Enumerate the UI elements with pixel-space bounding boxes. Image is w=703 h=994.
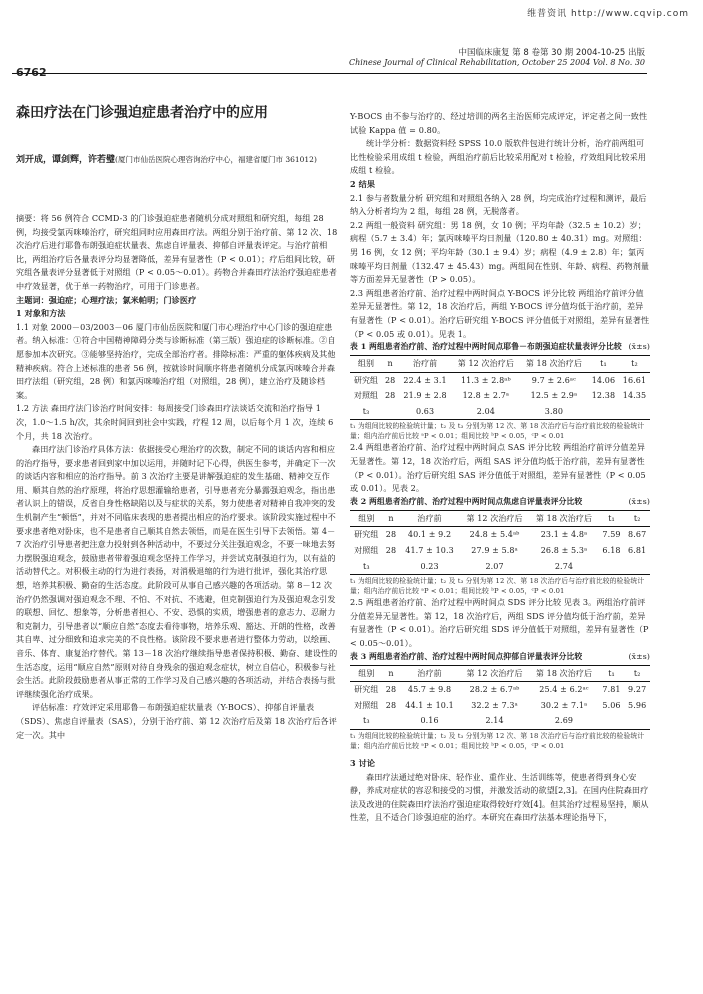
section-3-heading: 3 讨论: [350, 757, 376, 768]
table-cell: [624, 559, 650, 575]
section-2-5: 2.5 两组患者治疗前、治疗过程中两时间点 SDS 评分比较 见表 3。两组治疗前评分值差异无显著性。第 12，18 次治疗后，两组 SDS 评分值均低于治疗前，差异有显著性（P < 0.01）。治疗后研究组 SDS 评分值低于对照组，差异有显著性（P < 0.05～0.01）。: [350, 597, 649, 648]
journal-header-cn: 中国临床康复 第 8 卷第 30 期 2004-10-25 出版: [458, 48, 645, 58]
table-cell: [624, 713, 650, 729]
table-cell: 对照组: [354, 546, 379, 556]
table-header: 第 18 次治疗后: [525, 359, 582, 369]
table-cell: 2.14: [485, 716, 504, 726]
table-3: [350, 651, 650, 751]
table-cell: 14.35: [622, 391, 647, 401]
watermark: 维普资讯 http://www.cqvip.com: [527, 9, 689, 19]
table-row: [350, 527, 650, 543]
section-1-1: 1.1 对象 2000－03/2003－06 厦门市仙岳医院和厦门市心理治疗中心门诊的强迫症患者。纳入标准：①符合中国精神障碍分类与诊断标准（第三版）强迫症的诊断标准。②自愿参加本次研究。③能够坚持治疗，完成全部治疗者。排除标准：严重的躯体疾病及其他精神疾病。符合上述标准的患者 56 例，按就诊时间顺序将患者随机分成氯丙咪嗪合并森田疗法组（研究组，28 例）和氯丙咪嗪治疗组（对照组，28 例），建立治疗及随诊档案。: [16, 321, 336, 400]
table-cell: 28: [385, 546, 397, 556]
table-cell: 6.81: [628, 546, 647, 556]
table-2-grid: [350, 510, 650, 575]
table-cell: 12.8 ± 2.7ᵃ: [462, 391, 510, 401]
table-header: 治疗前: [417, 668, 442, 678]
table-header: 组别: [357, 359, 375, 369]
table-cell: 3.80: [544, 406, 564, 416]
table-cell: 23.1 ± 4.8ᵃ: [540, 530, 588, 540]
left-column: [16, 212, 338, 742]
table-cell: 40.1 ± 9.2: [407, 530, 452, 540]
table-header: t₁: [600, 359, 607, 369]
section-2-4: 2.4 两组患者治疗前、治疗过程中两时间点 SAS 评分比较 两组治疗前评分值差异无显著性。第 12，18 次治疗后，两组 SAS 评分值均低于治疗前，差异有显著性（P < 0.01）。治疗后研究组 SAS 评分值低于对照组，差异有显著性（P < 0.05 或 0.01）。见表 2。: [350, 442, 646, 494]
table-header: n: [388, 513, 394, 523]
header-rule: [12, 73, 647, 74]
method-paragraph: 森田疗法门诊治疗具体方法：依据接受心理治疗的次数，制定不同的谈话内容和相应的治疗指导，要求患者回到家中加以运用，并随时记下心得，供医生参考，并确定下一次的谈话内容和相应的治疗指导。前 3 次治疗主要是讲解强迫症的发生基础、精神交互作用、顺其自然的治疗原理，将治疗思想灌输给患者，引导患者充分暴露强迫观念，指出患者认识上的错误，反省自身性格缺陷以及与症状的关系，努力使患者对精神自我冲突的发生机制产生“顿悟”，并对不同临床表现的患者提出相应的治疗要求。该阶段实施过程中不要求患者绝对卧床，也不是患者自己顺其自然去领悟，而是在医生引导下去领悟。第 4－7 次治疗引导患者把注意力投射到各种活动中，不要过分关注强迫观念，不要一味地去努力摆脱强迫观念，鼓励患者带着强迫观念坚持工作学习，并尝试克制强迫行为，以有益的活动替代之。对积极主动的行为进行表扬，对消极退缩的行为进行批评，强化其治疗思想，培养其积极、勤奋的生活态度。此阶段可从事自己感兴趣的各项活动。第 8－12 次治疗仍然强调对强迫观念不理、不怕、不对抗、不逃避，但克制强迫行为及强迫观念引发的联想、回忆、想象等，分析患者担心、不安、恐惧的实质，增强患者的意志力、忍耐力和克制力，引导患者以“顺应自然”态度去看待事物，培养乐观、豁达、开朗的性格，改善其自卑、过分细致和追求完美的不良性格。该阶段不要求患者进行整体力劳动，以绘画、音乐、体育、康复治疗替代。第 13－18 次治疗继续指导患者保持积极、勤奋、建设性的生活态度，运用“顺应自然”原则对待自身残余的强迫观念症状，树立自信心，积极参与社会生活。此阶段鼓励患者从事正常的工作学习及自己感兴趣的各项活动，并结合表扬与批评继续强化治疗成果。: [16, 444, 338, 699]
table-row: [350, 372, 650, 388]
table-header: n: [387, 359, 393, 369]
table-cell: 6.18: [602, 546, 621, 556]
table-cell: 32.2 ± 7.3ᵃ: [471, 700, 518, 710]
table-row: [350, 698, 650, 714]
table-row: [350, 682, 650, 698]
section-2-heading: 2 结果: [350, 178, 376, 189]
table-cell: 28: [385, 530, 397, 540]
table-cell: 5.06: [602, 700, 621, 710]
kappa-paragraph: Y-BOCS 由不参与治疗的、经过培训的两名主治医师完成评定，评定者之间一致性试验 Kappa 值 = 0.80。: [350, 111, 648, 135]
table-cell: [383, 559, 400, 575]
article-title: 森田疗法在门诊强迫症患者治疗中的应用: [16, 105, 268, 121]
table-cell: 28: [384, 375, 396, 385]
table-cell: 5.96: [628, 700, 647, 710]
table-header: 第 12 次治疗后: [457, 359, 514, 369]
table-cell: t₃: [362, 406, 370, 416]
table-cell: 25.4 ± 6.2ᵃᶜ: [539, 685, 589, 695]
table-cell: 9.7 ± 2.6ᵃᶜ: [531, 375, 576, 385]
table-2-note: t₁ 为组间比较的检验统计量；t₂ 及 t₃ 分别为第 12 次、第 18 次治疗后与治疗前比较的检验统计量；组内治疗前后比较 ᵃP < 0.01；组间比较 ᵇP < 0.05，ᶜP < 0.01: [350, 577, 645, 596]
table-3-note: t₁ 为组间比较的检验统计量；t₂ 及 t₃ 分别为第 12 次、第 18 次治疗后与治疗前比较的检验统计量；组内治疗前后比较 ᵃP < 0.01；组间比较 ᵇP < 0.05，ᶜP < 0.01: [350, 731, 645, 750]
section-2-2: 2.2 两组一般资料 研究组：男 18 例，女 10 例；平均年龄（32.5 ± 10.2）岁；病程（5.7 ± 3.4）年；氯丙咪嗪平均日剂量（120.80 ± 40.31）mg。对照组：男 16 例，女 12 例；平均年龄（30.1 ± 9.4）岁；病程（4.9 ± 2.8）年；氯丙咪嗪平均日剂量（132.47 ± 45.43）mg。两组间在性别、年龄、病程、药物剂量等方面差异无显著性（P > 0.05）。: [350, 219, 650, 285]
table-cell: 0.63: [415, 406, 435, 416]
section-2-3: 2.3 两组患者治疗前、治疗过程中两时间点 Y-BOCS 评分比较 两组治疗前评分值差异无显著性。第 12，18 次治疗后，两组 Y-BOCS 评分值均低于治疗前，差异有显著性（P < 0.01）。治疗后研究组 Y-BOCS 评分值低于对照组，差异有显著性（P < 0.05 或 0.01）。见表 1。: [350, 287, 650, 339]
table-cell: [599, 713, 625, 729]
section-1-heading: 1 对象和方法: [16, 308, 66, 319]
table-cell: 28: [385, 700, 397, 710]
table-header: 第 12 次治疗后: [466, 513, 523, 523]
table-cell: [599, 559, 625, 575]
right-column: [350, 110, 650, 825]
table-header: 组别: [358, 513, 375, 523]
table-header: 第 12 次治疗后: [466, 668, 523, 678]
table-cell: 24.8 ± 5.4ᵃᵇ: [469, 530, 520, 540]
table-2-caption: 表 2 两组患者治疗前、治疗过程中两时间点焦虑自评量表评分比较 (x̄±s): [350, 496, 650, 506]
table-cell: 2.74: [554, 561, 574, 571]
table-header: t₁: [608, 668, 615, 678]
section-2-1: 2.1 参与者数量分析 研究组和对照组各纳入 28 例，均完成治疗过程和测评，最后纳入分析者均为 2 组，每组 28 例，无脱落者。: [350, 192, 647, 217]
table-cell: 11.3 ± 2.8ᵃᵇ: [460, 375, 511, 385]
table-2: [350, 496, 650, 596]
table-header: t₂: [633, 668, 641, 678]
table-cell: 2.69: [554, 716, 574, 726]
table-row: [350, 543, 650, 559]
table-cell: 27.9 ± 5.8ᵃ: [471, 546, 518, 556]
table-cell: 0.23: [420, 561, 439, 571]
abstract: 摘要：将 56 例符合 CCMD-3 的门诊强迫症患者随机分成对照组和研究组，每组 28 例，均接受氯丙咪嗪治疗，研究组同时应用森田疗法。两组分别于治疗前、第 12 次、18 次治疗后进行耶鲁布朗强迫症状量表、焦虑自评量表、抑郁自评量表评定。与治疗前相比，两组治疗后各量表评分均显著降低，差异有显著性（P < 0.01）；疗后组间比较，研究组各量表评分显著低于对照组（P < 0.05～0.01）。药物合并森田疗法治疗强迫症患者中疗效显著，优于单一药物治疗，可用于门诊患者。: [16, 213, 338, 291]
table-cell: 28: [384, 391, 396, 401]
table-1-grid: [350, 355, 650, 420]
table-1-caption: 表 1 两组患者治疗前、治疗过程中两时间点耶鲁－布朗强迫症状量表评分比较 (x̄±s): [350, 342, 650, 352]
table-cell: 44.1 ± 10.1: [405, 700, 454, 710]
table-cell: 28.2 ± 6.7ᵃᵇ: [469, 685, 520, 695]
table-1: [350, 341, 650, 441]
table-cell: 12.38: [591, 391, 616, 401]
table-cell: 0.16: [420, 716, 439, 726]
table-cell: 45.7 ± 9.8: [407, 685, 452, 695]
table-cell: 研究组: [354, 685, 379, 695]
author-block: [16, 152, 334, 168]
table-cell: 12.5 ± 2.9ᵃ: [530, 391, 578, 401]
table-cell: 22.4 ± 3.1: [403, 375, 447, 385]
table-cell: 28: [385, 685, 397, 695]
table-cell: 研究组: [354, 530, 379, 540]
table-cell: 7.59: [602, 530, 621, 540]
journal-header-en: Chinese Journal of Clinical Rehabilitation, October 25 2004 Vol. 8 No. 30: [348, 58, 645, 67]
table-cell: 对照组: [353, 391, 379, 401]
table-cell: 2.04: [476, 406, 495, 416]
table-cell: 9.27: [628, 685, 647, 695]
table-header: t₂: [633, 513, 641, 523]
table-cell: 14.06: [591, 375, 616, 385]
affiliation: (厦门市仙岳医院心理咨询治疗中心，福建省厦门市 361012): [115, 155, 317, 164]
table-cell: 21.9 ± 2.8: [403, 391, 447, 401]
table-cell: [588, 404, 619, 420]
authors: 刘开成，谭剑辉，许若璧: [16, 155, 116, 165]
section-1-2: 1.2 方法 森田疗法门诊治疗时间安排：每周接受门诊森田疗法谈话交流和治疗指导 1 次，1.0～1.5 h/次，其余时间回到社会中实践，疗程 12 周，以后每个月 1 次，连续 6 个月，共 18 次治疗。: [16, 403, 334, 441]
discussion-paragraph: 森田疗法通过绝对卧床、轻作业、重作业、生活训练等，使患者得到身心安静，养成对症状的容忍和接受的习惯，并激发活动的欲望[2,3]。在国内住院森田疗法及改进的住院森田疗法治疗强迫症取得较好疗效[4]。但其治疗过程易坚持，顺从性差，且不适合门诊强迫症的治疗。本研究在森田疗法基本理论指导下，: [350, 771, 649, 823]
table-cell: t₃: [363, 561, 370, 571]
table-cell: [619, 404, 650, 420]
table-header: 第 18 次治疗后: [535, 668, 593, 678]
evaluation-paragraph: 评估标准：疗效评定采用耶鲁－布朗强迫症状量表（Y-BOCS）、抑郁自评量表（SDS）、焦虑自评量表（SAS），分别于治疗前、第 12 次治疗后及第 18 次治疗后各评定一次。其中: [16, 702, 337, 740]
table-cell: 7.81: [602, 685, 621, 695]
statistics-paragraph: 统计学分析：数据资料经 SPSS 10.0 版软件包进行统计分析，治疗前两组可比性检验采用成组 t 检验，两组治疗前后比较采用配对 t 检验，疗效组间比较采用成组 t 检验。: [350, 138, 646, 176]
table-cell: [382, 404, 398, 420]
table-header: t₂: [631, 359, 638, 369]
table-cell: 2.07: [485, 561, 504, 571]
table-cell: 16.61: [622, 375, 647, 385]
table-cell: 对照组: [354, 700, 379, 710]
table-header: n: [388, 668, 394, 678]
table-header: 治疗前: [417, 513, 442, 523]
table-cell: 30.2 ± 7.1ᵃ: [540, 700, 588, 710]
table-cell: t₃: [363, 716, 370, 726]
table-row: [350, 388, 650, 404]
table-row: [350, 404, 650, 420]
table-header: 治疗前: [412, 359, 438, 369]
table-cell: 8.67: [628, 530, 647, 540]
table-cell: 41.7 ± 10.3: [405, 546, 454, 556]
table-1-note: t₁ 为组间比较的检验统计量；t₂ 及 t₃ 分别为第 12 次、第 18 次治疗后与治疗前比较的检验统计量；组内治疗前后比较 ᵃP < 0.01；组间比较 ᵇP < 0.05，ᶜP < 0.01: [350, 422, 645, 441]
page-number: 6762: [16, 66, 47, 79]
table-3-grid: [350, 665, 650, 730]
keywords: 主题词：强迫症；心理疗法；氯米帕明；门诊医疗: [16, 294, 197, 305]
table-row: [350, 559, 650, 575]
table-row: [350, 713, 650, 729]
table-3-caption: 表 3 两组患者治疗前、治疗过程中两时间点抑郁自评量表评分比较 (x̄±s): [350, 651, 650, 661]
table-header: t₁: [608, 513, 615, 523]
table-header: 第 18 次治疗后: [535, 513, 593, 523]
table-cell: 研究组: [353, 375, 379, 385]
table-cell: [383, 713, 400, 729]
table-cell: 26.8 ± 5.3ᵃ: [540, 546, 588, 556]
table-header: 组别: [358, 668, 375, 678]
